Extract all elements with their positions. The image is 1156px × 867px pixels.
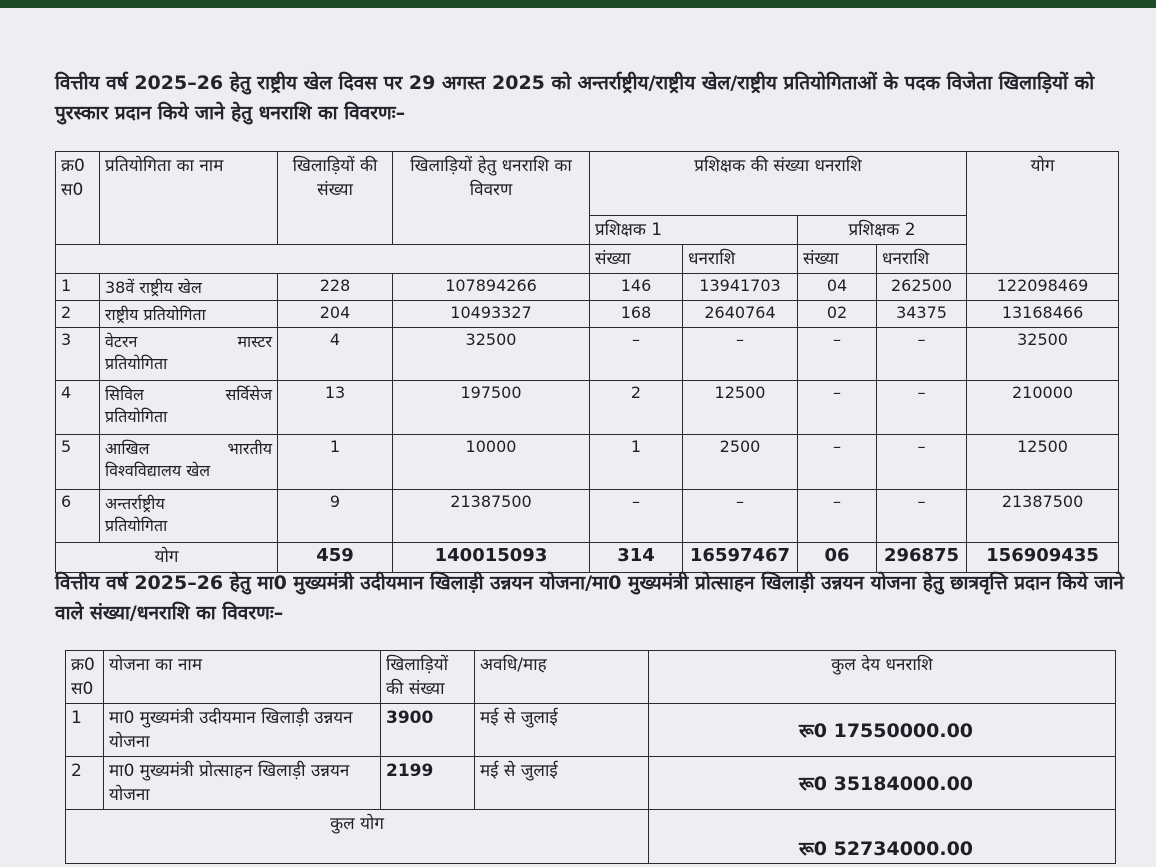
row-coach2-count: – [798,490,877,543]
row-coach1-count: 1 [590,435,683,490]
totals-coach1-amount: 16597467 [683,543,798,573]
row-coach2-count: – [798,435,877,490]
coach1-count-header: संख्या [590,245,683,274]
row-name [100,435,278,490]
row-players: 204 [278,301,393,328]
row-sno: 6 [56,490,100,543]
row-total: 122098469 [967,274,1119,301]
row-name-line2: प्रतियोगिता [105,354,168,373]
row-coach1-amount: 12500 [683,381,798,435]
row-players: 13 [278,381,393,435]
blank-header-cell [56,245,590,274]
row-coach1-amount: 13941703 [683,274,798,301]
scholarship-table [65,650,1116,864]
row-amount: 21387500 [393,490,590,543]
row-coach2-count: – [798,381,877,435]
row-players: 4 [278,328,393,381]
row-players: 9 [278,490,393,543]
row-players: 1 [278,435,393,490]
totals-label: कुल योग [66,810,649,864]
totals-amount: रू0 52734000.00 [649,810,1116,864]
row-coach1-count: – [590,328,683,381]
table-header-row [66,651,1116,704]
row-sno: 4 [56,381,100,435]
row-coach1-count: 2 [590,381,683,435]
sno-header-line1: क्र0 [61,156,85,176]
coach2-amount-header: धनराशि [877,245,967,274]
row-name-part-a: वेटरन [105,332,138,351]
row-coach2-amount: 34375 [877,301,967,328]
row-name-line1 [105,330,272,352]
table-row [66,704,1116,757]
row-amount: 10493327 [393,301,590,328]
row-total: 21387500 [967,490,1119,543]
row-coach2-amount: 262500 [877,274,967,301]
row-name-part-b: भारतीय [227,439,272,458]
row-scheme: मा0 मुख्यमंत्री प्रोत्साहन खिलाड़ी उन्नयन योजना [104,757,381,810]
row-coach1-count: 146 [590,274,683,301]
row-total: 210000 [967,381,1119,435]
row-sno: 1 [66,704,104,757]
players-count-header: खिलाड़ियों की संख्या [381,651,475,704]
row-amount: 10000 [393,435,590,490]
table-header-row [56,152,1119,216]
row-amount: 107894266 [393,274,590,301]
row-sno: 3 [56,328,100,381]
sno-header-line2: स0 [61,180,84,200]
table-row [56,435,1119,490]
totals-coach2-amount: 296875 [877,543,967,573]
sno-header [56,152,100,245]
row-players: 2199 [381,757,475,810]
row-sno: 2 [56,301,100,328]
row-name-line1 [105,437,272,459]
awards-table [55,151,1119,573]
row-amount: 32500 [393,328,590,381]
row-name-part-b: मास्टर [237,332,272,351]
sno-header-line2: स0 [71,679,94,699]
coach2-header: प्रशिक्षक 2 [798,216,967,245]
row-coach1-count: 168 [590,301,683,328]
row-name-line2: प्रतियोगिता [105,407,168,426]
totals-players: 459 [278,543,393,573]
coach1-amount-header: धनराशि [683,245,798,274]
table-row [56,490,1119,543]
totals-amount: 140015093 [393,543,590,573]
row-total: 13168466 [967,301,1119,328]
total-header: योग [967,152,1119,274]
row-sno: 2 [66,757,104,810]
row-coach2-count: 04 [798,274,877,301]
totals-label: योग [56,543,278,573]
row-name [100,328,278,381]
row-coach2-amount: – [877,381,967,435]
row-name-part-a: सिविल [105,385,144,404]
row-sno: 5 [56,435,100,490]
row-amount: रू0 35184000.00 [649,757,1116,810]
totals-coach2-count: 06 [798,543,877,573]
row-name [100,381,278,435]
coach1-header: प्रशिक्षक 1 [590,216,798,245]
table-row [56,274,1119,301]
table-row [56,381,1119,435]
totals-row [66,810,1116,864]
coach-columns-header-row [56,245,1119,274]
row-coach2-count: – [798,328,877,381]
competition-name-header: प्रतियोगिता का नाम [100,152,278,245]
players-amount-header: खिलाड़ियों हेतु धनराशि का विवरण [393,152,590,245]
section-heading-awards: वित्तीय वर्ष 2025–26 हेतु राष्ट्रीय खेल दिवस पर 29 अगस्त 2025 को अन्तर्राष्ट्रीय/राष्ट्रीय खेल/राष्ट्रीय प्रतियोगिताओं के पदक विजेता खिलाड़ियों को पुरस्कार प्रदान किये जाने हेतु धनराशि का विवरणः– [55,72,1095,124]
table-row [56,301,1119,328]
row-coach2-amount: – [877,435,967,490]
scheme-name-header: योजना का नाम [104,651,381,704]
row-name [100,490,278,543]
totals-grand-total: 156909435 [967,543,1119,573]
row-amount: रू0 17550000.00 [649,704,1116,757]
row-name-part-a: आखिल [105,439,150,458]
coach2-count-header: संख्या [798,245,877,274]
row-players: 228 [278,274,393,301]
sno-header [66,651,104,704]
row-coach2-amount: – [877,490,967,543]
table-row [66,757,1116,810]
row-amount: 197500 [393,381,590,435]
row-coach2-amount: – [877,328,967,381]
row-coach1-count: – [590,490,683,543]
period-header: अवधि/माह [475,651,649,704]
row-coach1-amount: – [683,328,798,381]
row-name-line1: अन्तर्राष्ट्रीय [105,494,165,513]
table-row [56,328,1119,381]
row-name: 38वें राष्ट्रीय खेल [100,274,278,301]
row-name-part-b: सर्विसेज [225,385,272,404]
players-count-header: खिलाड़ियों की संख्या [278,152,393,245]
row-name-line1 [105,383,272,405]
row-total: 12500 [967,435,1119,490]
sno-header-line1: क्र0 [71,655,95,675]
row-total: 32500 [967,328,1119,381]
section-heading-scholarship: वित्तीय वर्ष 2025–26 हेतु मा0 मुख्यमंत्री उदीयमान खिलाड़ी उन्नयन योजना/मा0 मुख्यमंत्री प्रोत्साहन खिलाड़ी उन्नयन योजना हेतु छात्रवृत्ति प्रदान किये जाने वाले संख्या/धनराशि का विवरणः– [55,572,1124,624]
row-coach1-amount: 2640764 [683,301,798,328]
row-name-line2: विश्वविद्यालय खेल [105,461,211,480]
document-page [0,8,1156,867]
row-coach1-amount: 2500 [683,435,798,490]
row-coach1-amount: – [683,490,798,543]
coach-group-header: प्रशिक्षक की संख्या धनराशि [590,152,967,216]
row-name: राष्ट्रीय प्रतियोगिता [100,301,278,328]
row-coach2-count: 02 [798,301,877,328]
row-sno: 1 [56,274,100,301]
row-players: 3900 [381,704,475,757]
amount-header: कुल देय धनराशि [649,651,1116,704]
row-period: मई से जुलाई [475,757,649,810]
row-period: मई से जुलाई [475,704,649,757]
row-scheme: मा0 मुख्यमंत्री उदीयमान खिलाड़ी उन्नयन योजना [104,704,381,757]
row-name-line2: प्रतियोगिता [105,516,168,535]
totals-coach1-count: 314 [590,543,683,573]
